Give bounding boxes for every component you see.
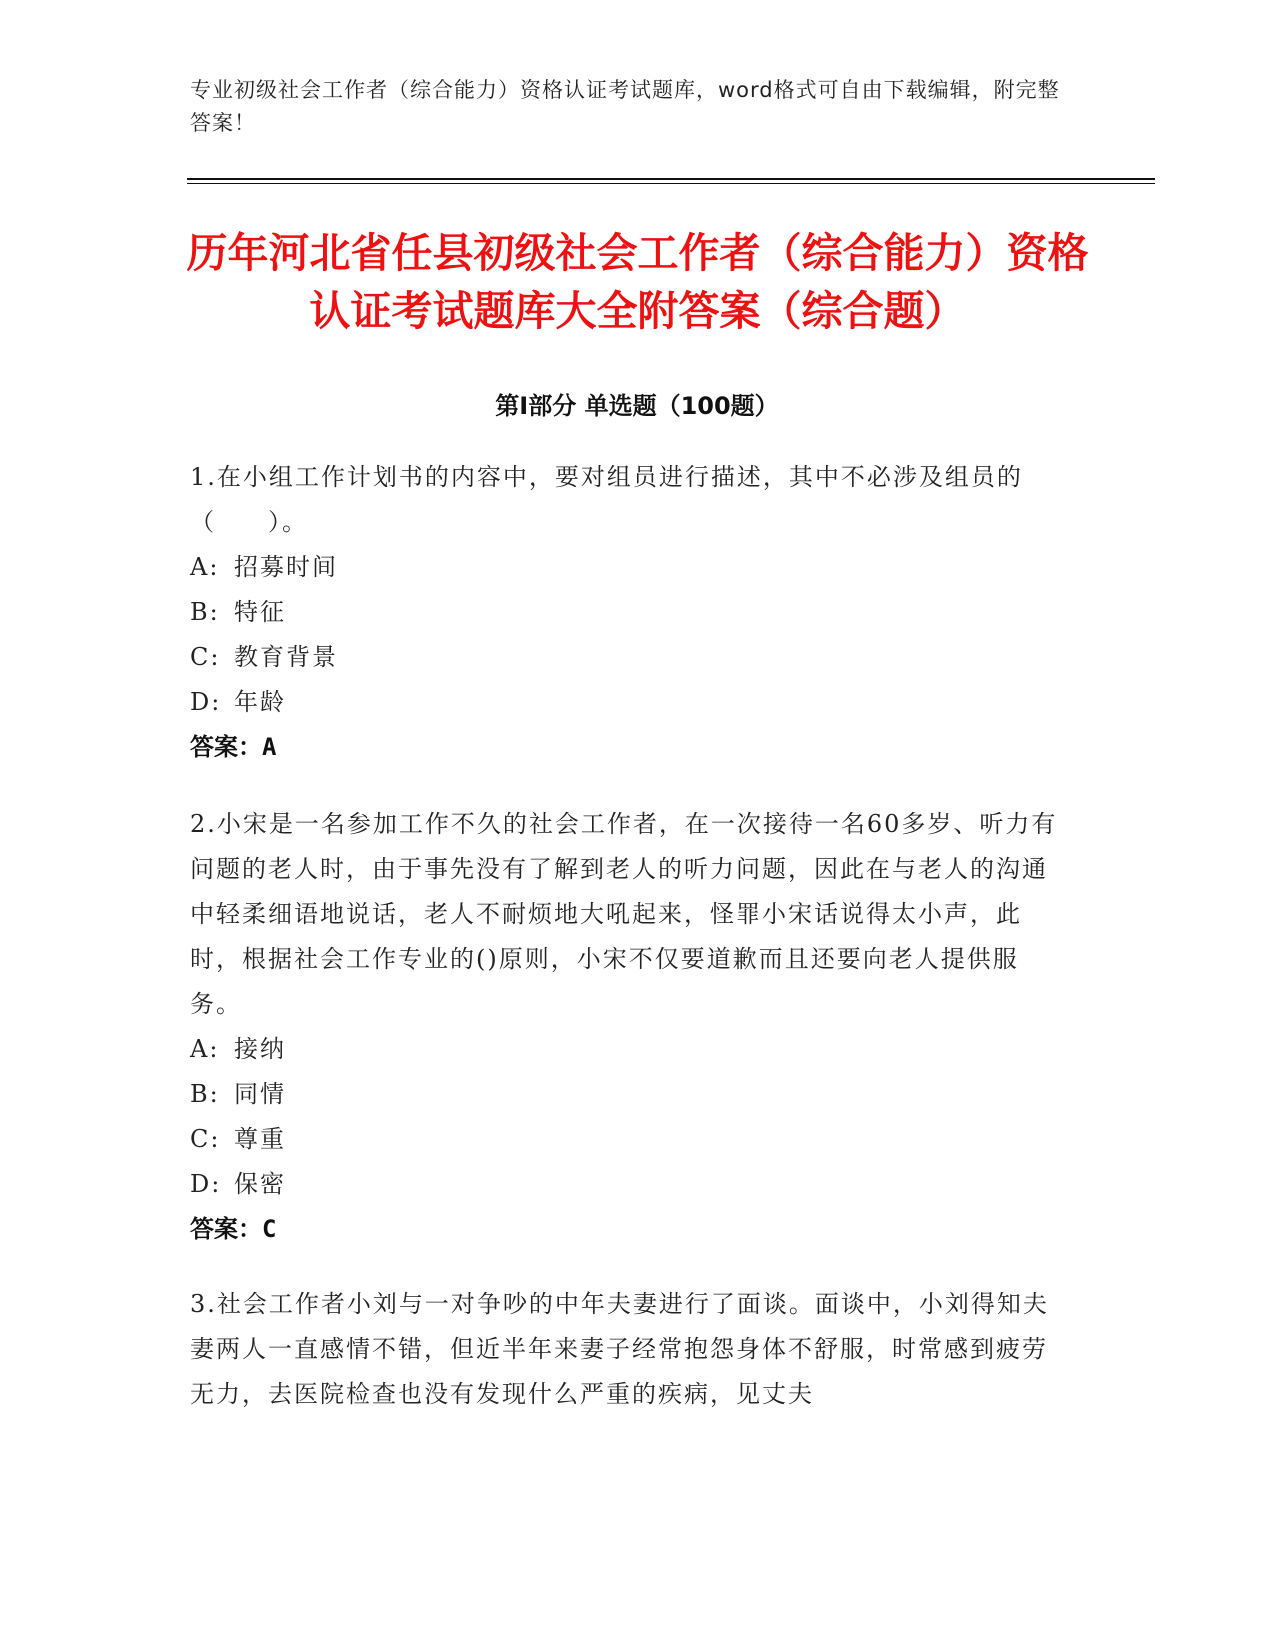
answer-value: C (262, 1215, 277, 1243)
option-text: 招募时间 (234, 553, 338, 581)
question-text: 2.小宋是一名参加工作不久的社会工作者，在一次接待一名60多岁、听力有问题的老人时，由于事先没有了解到老人的听力问题，因此在与老人的沟通中轻柔细语地说话，老人不耐烦地大吼起来，怪罪小宋话说得太小声，此时，根据社会工作专业的()原则，小宋不仅要道歉而且还要向老人提供服务。 (190, 810, 1058, 1018)
option-letter: C: (190, 1125, 221, 1153)
question-text: 3.社会工作者小刘与一对争吵的中年夫妻进行了面谈。面谈中，小刘得知夫妻两人一直感情不错，但近半年来妻子经常抱怨身体不舒服，时常感到疲劳无力，去医院检查也没有发现什么严重的疾病，见丈夫 (190, 1290, 1049, 1408)
option-letter: A: (190, 553, 220, 581)
question-text: 1.在小组工作计划书的内容中，要对组员进行描述，其中不必涉及组员的（ ）。 (190, 463, 1023, 536)
option-text: 尊重 (234, 1125, 286, 1153)
option-c (190, 1117, 1070, 1162)
question-1 (190, 455, 1070, 770)
answer-label: 答案： (190, 1215, 262, 1243)
answer-label: 答案： (190, 733, 262, 761)
option-letter: C: (190, 643, 221, 671)
option-text: 同情 (234, 1080, 286, 1108)
answer-line (190, 1207, 1070, 1252)
option-letter: B: (190, 1080, 220, 1108)
option-letter: B: (190, 598, 220, 626)
question-3 (190, 1282, 1070, 1417)
question-2 (190, 802, 1070, 1252)
option-c (190, 635, 1070, 680)
option-a (190, 1027, 1070, 1072)
option-letter: D: (190, 688, 222, 716)
option-text: 特征 (234, 598, 286, 626)
answer-value: A (262, 733, 277, 761)
option-d (190, 1162, 1070, 1207)
option-letter: D: (190, 1170, 222, 1198)
answer-line (190, 725, 1070, 770)
option-letter: A: (190, 1035, 220, 1063)
option-text: 年龄 (234, 688, 286, 716)
option-b (190, 1072, 1070, 1117)
option-text: 保密 (234, 1170, 286, 1198)
section-heading: 第I部分 单选题（100题） (495, 392, 779, 420)
header-divider-thin (187, 183, 1155, 184)
header-note: 专业初级社会工作者（综合能力）资格认证考试题库，word格式可自由下载编辑，附完整答案！ (190, 78, 1060, 135)
header-divider-thick (187, 178, 1155, 180)
option-a (190, 545, 1070, 590)
option-d (190, 680, 1070, 725)
document-title: 历年河北省任县初级社会工作者（综合能力）资格认证考试题库大全附答案（综合题） (186, 229, 1089, 335)
option-b (190, 590, 1070, 635)
option-text: 教育背景 (234, 643, 338, 671)
option-text: 接纳 (234, 1035, 286, 1063)
